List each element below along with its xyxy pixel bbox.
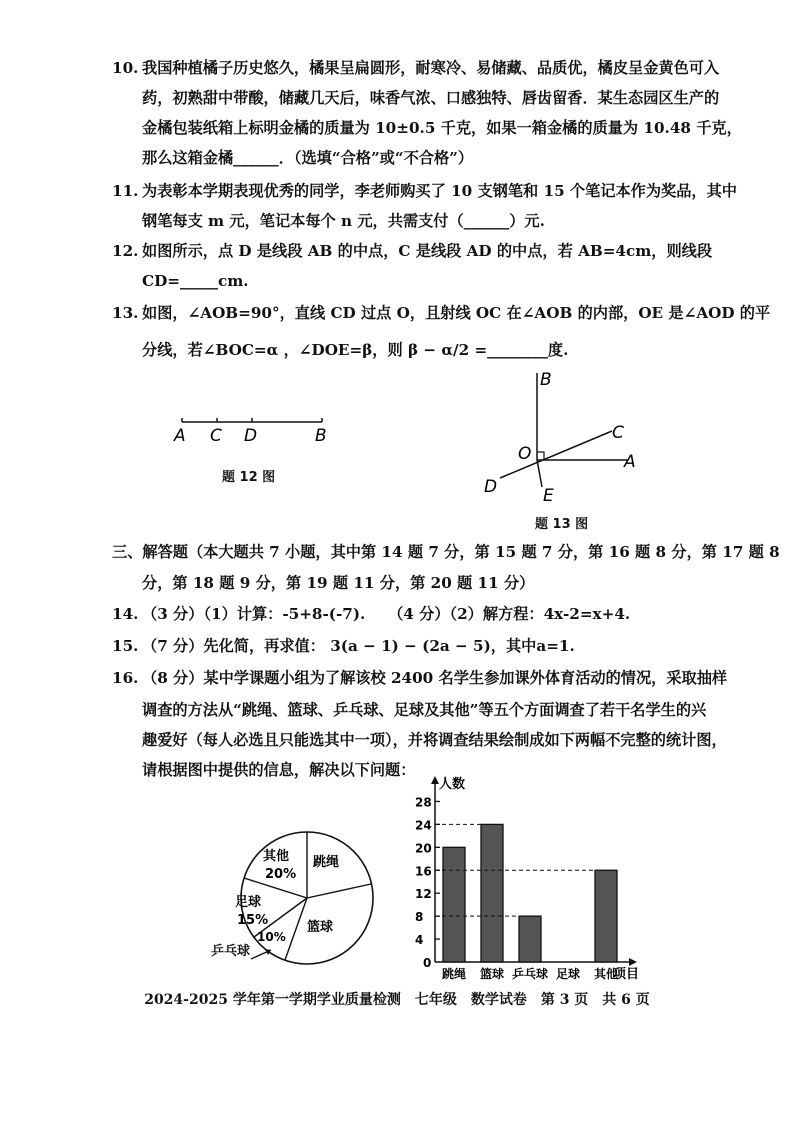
section-3-heading: 三、解答题（本大题共 7 小题，其中第 14 题 7 分，第 15 题 7 分，第 16 题 8 分，第 17 题 8 — [112, 543, 780, 561]
label-a: A — [624, 452, 636, 472]
y-tick-label: 8 — [415, 910, 424, 925]
label-d: D — [484, 477, 498, 497]
q10-line-1: 我国种植橘子历史悠久，橘果呈扁圆形，耐寒冷、易储藏、品质优，橘皮呈金黄色可入 — [142, 59, 720, 77]
label-c: C — [210, 426, 222, 446]
pie-label-basketball: 篮球 — [307, 920, 334, 935]
q10-line-4: 那么这箱金橘______．（选填“合格”或“不合格”） — [142, 149, 474, 167]
y-tick-label: 28 — [415, 795, 432, 810]
figure-12 — [170, 410, 340, 450]
y-tick-label: 12 — [415, 887, 432, 902]
figure-13-caption: 题 13 图 — [535, 517, 589, 532]
pie-percent-other: 20% — [265, 867, 297, 882]
q16-line-3: 趣爱好（每人必选且只能选其中一项），并将调查结果绘制成如下两幅不完整的统计图， — [142, 731, 727, 749]
q10-line-3: 金橘包装纸箱上标明金橘的质量为 10±0.5 千克，如果一箱金橘的质量为 10.48 千克， — [142, 119, 742, 137]
question-number: 11. — [112, 182, 139, 200]
bar — [443, 847, 465, 962]
q14-text: （3 分）（1）计算：-5+8-(-7). （4 分）（2）解方程：4x-2=x+4. — [142, 605, 631, 623]
line-cd — [500, 431, 612, 478]
y-tick-label: 24 — [415, 818, 432, 833]
x-tick-label: 其他 — [593, 967, 619, 981]
bar — [519, 916, 541, 962]
y-axis-arrow — [431, 776, 439, 784]
q11-line-1: 为表彰本学期表现优秀的同学，李老师购买了 10 支钢笔和 15 个笔记本作为奖品，其中 — [142, 182, 737, 200]
question-number: 12. — [112, 242, 139, 260]
q16-line-1: （8 分）某中学课题小组为了解该校 2400 名学生参加课外体育活动的情况，采取抽样 — [142, 669, 728, 687]
y-tick-label: 20 — [415, 841, 432, 856]
y-axis-label: 人数 — [439, 777, 466, 792]
question-number: 14. — [112, 605, 139, 623]
label-o: O — [518, 444, 532, 464]
pie-label-pingpong: 乒乓球 — [211, 944, 251, 959]
pie-label-other: 其他 — [263, 849, 290, 864]
figure-13 — [470, 365, 650, 510]
label-a: A — [174, 426, 186, 446]
section-3-heading-cont: 分，第 18 题 9 分，第 19 题 11 分，第 20 题 11 分） — [142, 574, 535, 592]
x-tick-label: 乒乓球 — [511, 967, 549, 981]
pie-label-football: 足球 — [235, 895, 262, 910]
pie-label-rope: 跳绳 — [313, 855, 340, 870]
page-footer: 2024-2025 学年第一学期学业质量检测 七年级 数学试卷 第 3 页 共 6 页 — [144, 992, 650, 1008]
right-angle-mark — [537, 452, 544, 460]
question-number: 16. — [112, 669, 139, 687]
origin-label: 0 — [423, 956, 432, 970]
y-tick-label: 4 — [415, 933, 424, 948]
q16-line-2: 调查的方法从“跳绳、篮球、乒乓球、足球及其他”等五个方面调查了若干名学生的兴 — [142, 701, 707, 719]
question-number: 13. — [112, 304, 139, 322]
label-c: C — [612, 423, 624, 443]
label-b: B — [315, 426, 327, 446]
bar — [481, 824, 503, 962]
label-b: B — [540, 370, 552, 390]
question-number: 15. — [112, 637, 139, 655]
q15-text: （7 分）先化简，再求值： 3(a − 1) − (2a − 5)，其中a=1. — [142, 637, 575, 655]
q16-line-4: 请根据图中提供的信息，解决以下问题： — [142, 761, 416, 779]
question-number: 10. — [112, 59, 139, 77]
ray-oe — [537, 460, 542, 487]
x-tick-label: 跳绳 — [441, 967, 467, 981]
label-d: D — [244, 426, 258, 446]
q10-line-2: 药，初熟甜中带酸，储藏几天后，味香气浓、口感独特、唇齿留香．某生态园区生产的 — [142, 89, 720, 107]
q13-line-2: 分线，若∠BOC=α ，∠DOE=β，则 β − α/2 =________度. — [142, 341, 569, 359]
x-axis-label: 项目 — [613, 967, 640, 982]
pie-percent-football: 15% — [237, 913, 269, 928]
figure-12-caption: 题 12 图 — [222, 470, 276, 485]
pie-percent-pingpong: 10% — [257, 930, 286, 944]
y-tick-label: 16 — [415, 864, 432, 879]
label-e: E — [543, 486, 554, 506]
q12-line-2: CD=_____cm. — [142, 272, 249, 290]
x-tick-label: 篮球 — [479, 967, 505, 981]
x-axis-arrow — [629, 958, 637, 966]
q13-line-1: 如图，∠AOB=90°，直线 CD 过点 O，且射线 OC 在∠AOB 的内部，OE 是∠AOD 的平 — [142, 304, 771, 322]
q12-line-1: 如图所示，点 D 是线段 AB 的中点，C 是线段 AD 的中点，若 AB=4cm，则线段 — [142, 242, 713, 260]
bar-chart — [395, 772, 645, 982]
bar — [595, 870, 617, 962]
q11-line-2: 钢笔每支 m 元，笔记本每个 n 元，共需支付（______）元. — [142, 212, 545, 230]
x-tick-label: 足球 — [555, 967, 581, 981]
